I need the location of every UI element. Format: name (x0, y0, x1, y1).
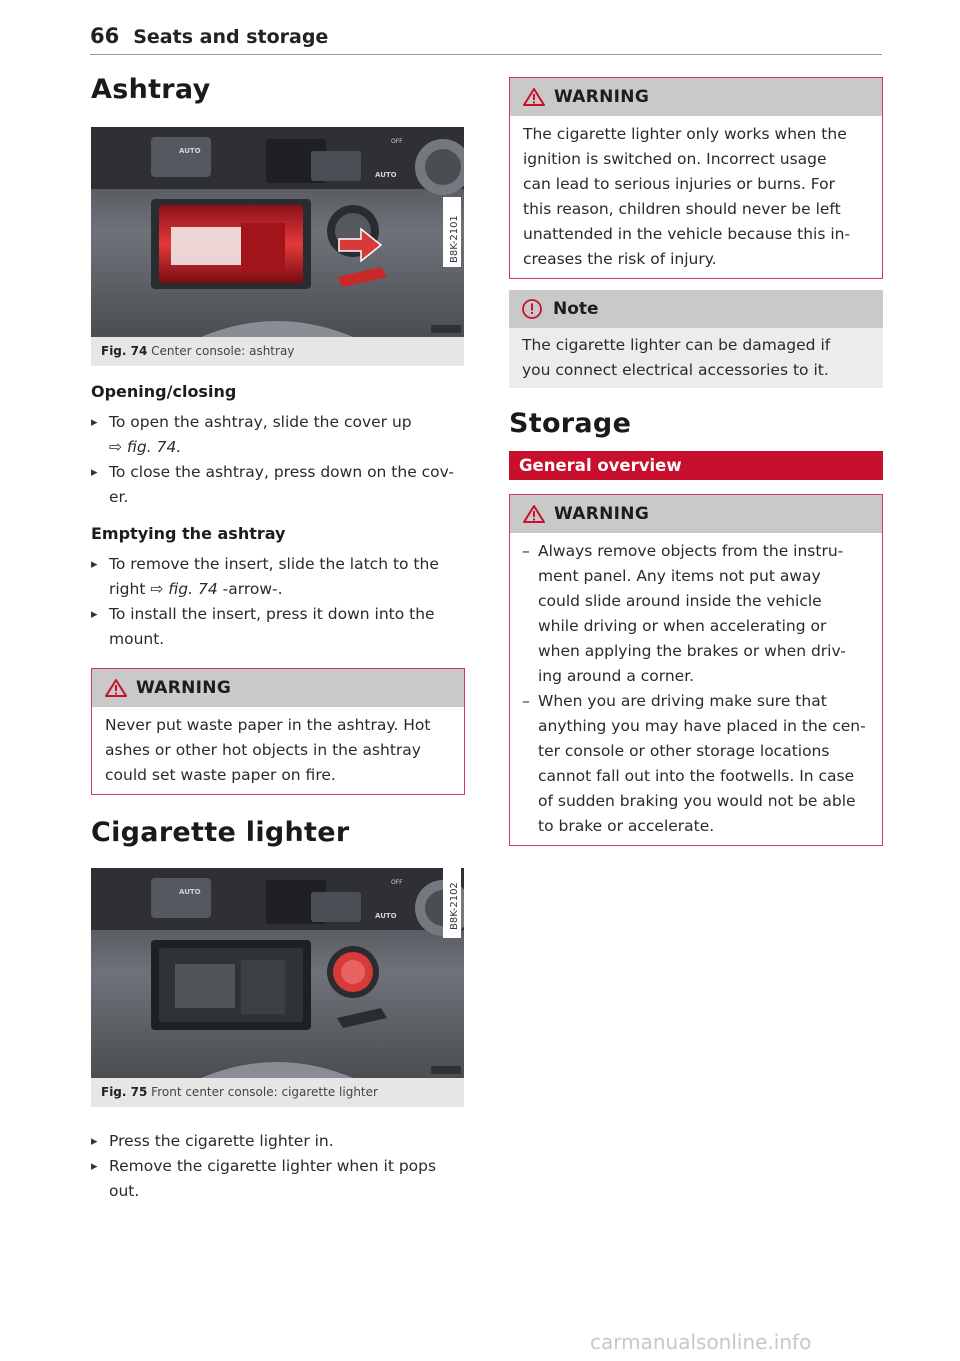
figure-code-2101: B8K-2101 (449, 215, 460, 263)
warning-header (510, 495, 882, 533)
list-item: ▸ To open the ashtray, slide the cover up ⇨ fig. 74. (91, 410, 465, 460)
fig-ref[interactable]: ⇨ fig. 74 (150, 580, 218, 598)
img-label-auto-1: AUTO (179, 147, 201, 155)
ashtray-warning-box (91, 668, 465, 795)
storage-title: Storage (509, 408, 632, 439)
img-label-auto-2: AUTO (375, 171, 397, 179)
list-item: – Always remove objects from the instru- ment panel. Any items not put away could slide around inside the vehicle while driving or when accelerating or when applying the brakes or when driv- ing around a corner. (510, 539, 869, 689)
note-header (509, 290, 883, 328)
figure-caption (91, 1078, 464, 1107)
list-item: ▸ To close the ashtray, press down on the cov- er. (91, 460, 465, 510)
ashtray-photo (91, 127, 464, 337)
list-item: ▸ Press the cigarette lighter in. (91, 1129, 465, 1154)
figure-caption-text: Center console: ashtray (151, 344, 295, 358)
storage-warning-list (510, 539, 869, 839)
warning-header (92, 669, 464, 707)
warning-title: WARNING (136, 678, 232, 698)
img-label-auto-1: AUTO (179, 888, 201, 896)
emptying-list (91, 552, 465, 652)
opening-heading: Opening/closing (91, 382, 237, 401)
storage-warning-box (509, 494, 883, 846)
warning-triangle-icon (104, 678, 128, 698)
figure-caption (91, 337, 464, 366)
img-label-off: OFF (391, 138, 403, 145)
note-body: The cigarette lighter can be damaged if you connect electrical accessories to it. (509, 328, 883, 388)
note-exclamation-icon (521, 298, 543, 320)
note-box (509, 290, 883, 388)
img-label-off: OFF (391, 879, 403, 886)
figure-ashtray (91, 127, 464, 366)
warning-title: WARNING (554, 504, 650, 524)
cigarette-lighter-title: Cigarette lighter (91, 817, 350, 848)
list-item: ▸ To remove the insert, slide the latch to the right ⇨ fig. 74 -arrow-. (91, 552, 465, 602)
warning-header (510, 78, 882, 116)
warning-triangle-icon (522, 504, 546, 524)
page-section-title: Seats and storage (133, 26, 329, 48)
opening-list (91, 410, 465, 510)
warning-body (510, 533, 882, 845)
figure-label: Fig. 75 (101, 1085, 148, 1099)
lighter-warning-box (509, 77, 883, 279)
warning-body: Never put waste paper in the ashtray. Hot ashes or other hot objects in the ashtray could set waste paper on fire. (92, 707, 464, 794)
list-item: – When you are driving make sure that anything you may have placed in the cen- ter console or other storage locations cannot fall out into the footwells. In case of sudden braking you would not be able to brake or accelerate. (510, 689, 869, 839)
figure-caption-text: Front center console: cigarette lighter (151, 1085, 378, 1099)
emptying-heading: Emptying the ashtray (91, 524, 286, 543)
general-overview-bar: General overview (509, 451, 883, 480)
figure-cigarette-lighter (91, 868, 464, 1107)
warning-body: The cigarette lighter only works when the ignition is switched on. Incorrect usage can lead to serious injuries or burns. For this reason, children should never be left unattended in the vehicle because this in- creases the risk of injury. (510, 116, 882, 278)
figure-code-2102: B8K-2102 (449, 882, 460, 930)
page-header (90, 24, 882, 55)
img-label-auto-2: AUTO (375, 912, 397, 920)
ashtray-title: Ashtray (91, 74, 211, 105)
figure-label: Fig. 74 (101, 344, 148, 358)
watermark-text: carmanualsonline.info (590, 1330, 812, 1354)
warning-triangle-icon (522, 87, 546, 107)
page-number: 66 (90, 24, 120, 48)
fig-ref[interactable]: ⇨ fig. 74. (109, 438, 182, 456)
warning-title: WARNING (554, 87, 650, 107)
list-item: ▸ To install the insert, press it down into the mount. (91, 602, 465, 652)
left-column (91, 70, 465, 1204)
right-column (509, 77, 883, 846)
cigarette-lighter-photo (91, 868, 464, 1078)
note-title: Note (553, 299, 599, 319)
lighter-list (91, 1129, 465, 1204)
list-item: ▸ Remove the cigarette lighter when it pops out. (91, 1154, 465, 1204)
